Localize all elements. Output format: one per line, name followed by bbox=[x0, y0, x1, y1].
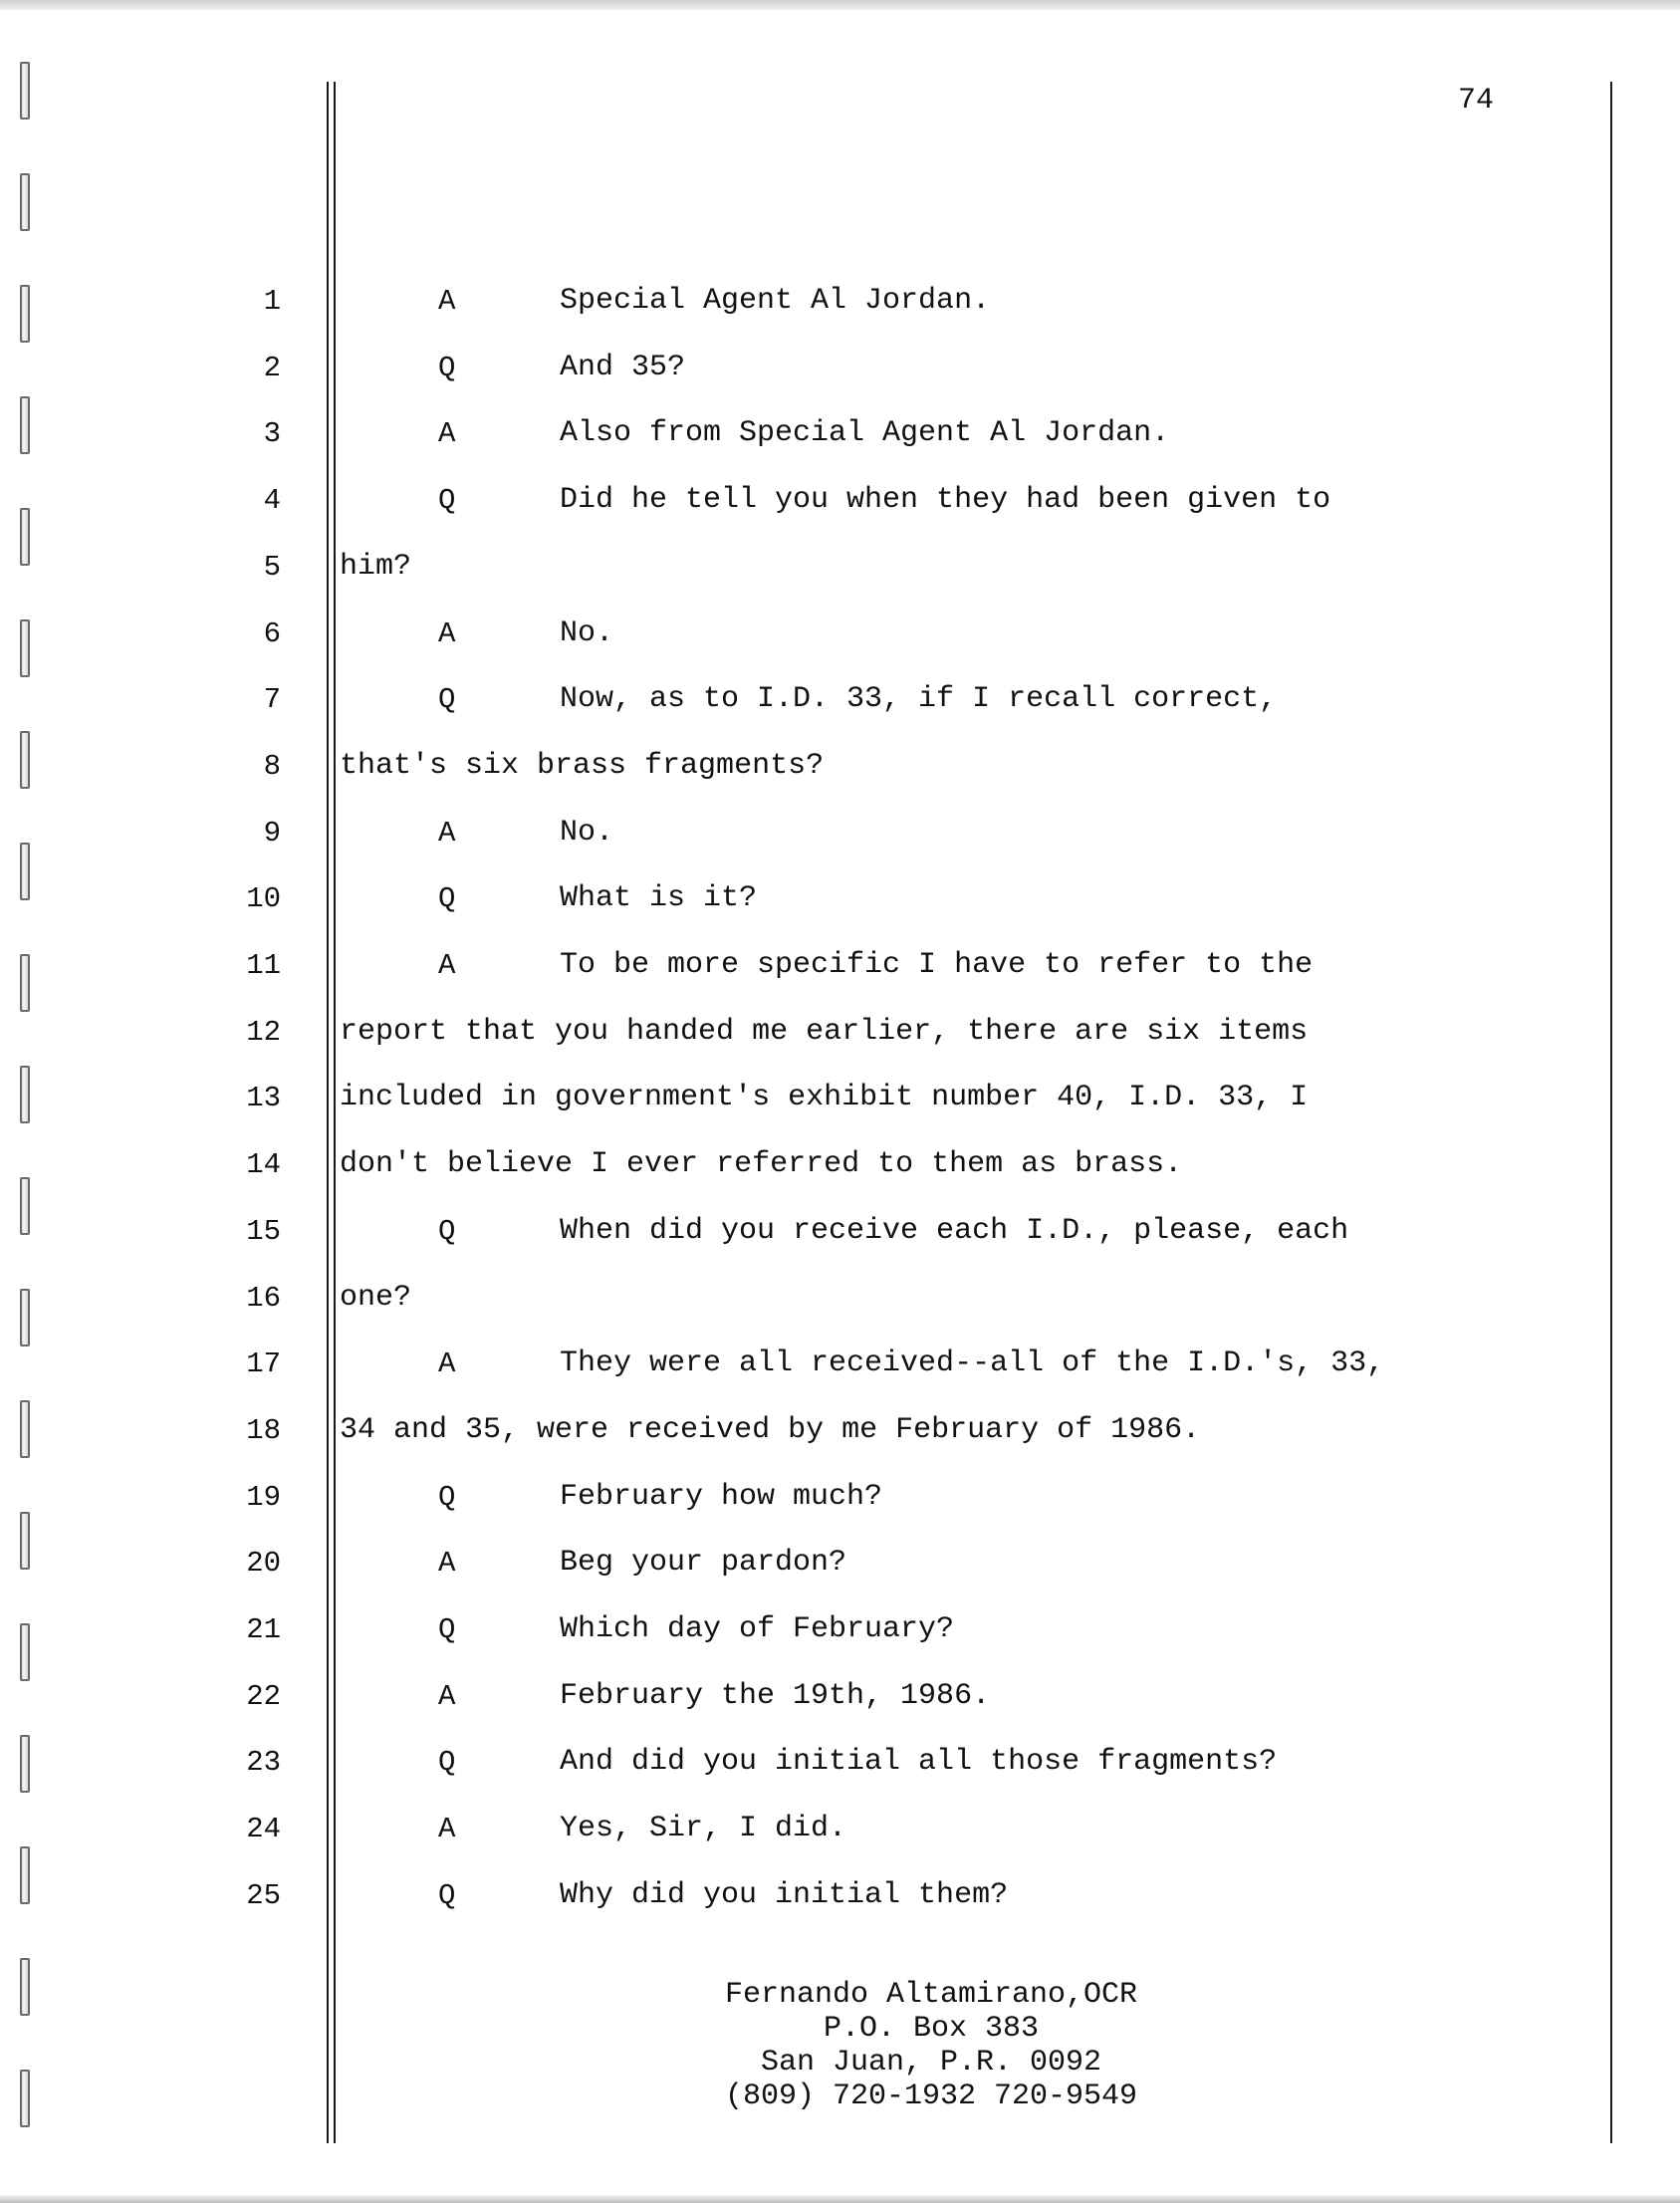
punch-hole bbox=[20, 954, 30, 1012]
speaker-label: A bbox=[438, 417, 456, 450]
testimony-text: that's six brass fragments? bbox=[340, 749, 825, 783]
speaker-label: A bbox=[438, 285, 456, 318]
left-margin-rule-outer bbox=[327, 82, 329, 2143]
speaker-label: A bbox=[438, 617, 456, 650]
testimony-text: one? bbox=[340, 1281, 412, 1315]
speaker-label: Q bbox=[438, 1746, 456, 1779]
line-number: 1 bbox=[263, 285, 281, 318]
testimony-text: No. bbox=[560, 616, 614, 650]
speaker-label: A bbox=[438, 1347, 456, 1380]
speaker-label: A bbox=[438, 949, 456, 982]
testimony-text: And did you initial all those fragments? bbox=[560, 1745, 1278, 1779]
speaker-label: Q bbox=[438, 484, 456, 517]
testimony-text: And 35? bbox=[560, 351, 686, 384]
speaker-label: Q bbox=[438, 1613, 456, 1646]
punch-hole bbox=[20, 1735, 30, 1793]
reporter-po-box: P.O. Box 383 bbox=[823, 2012, 1040, 2046]
testimony-text: When did you receive each I.D., please, each bbox=[560, 1214, 1349, 1248]
line-number: 8 bbox=[263, 750, 281, 783]
testimony-text: Which day of February? bbox=[560, 1612, 955, 1646]
speaker-label: Q bbox=[438, 1481, 456, 1514]
punch-hole bbox=[20, 1623, 30, 1681]
testimony-text: Did he tell you when they had been given to bbox=[560, 483, 1331, 517]
testimony-text: him? bbox=[340, 550, 412, 584]
punch-hole bbox=[20, 1512, 30, 1570]
line-number: 25 bbox=[246, 1879, 281, 1912]
line-number: 19 bbox=[246, 1481, 281, 1514]
punch-hole bbox=[20, 1289, 30, 1346]
line-number: 6 bbox=[263, 617, 281, 650]
reporter-city: San Juan, P.R. 0092 bbox=[760, 2046, 1102, 2080]
punch-hole bbox=[20, 731, 30, 789]
speaker-label: Q bbox=[438, 352, 456, 384]
line-number: 17 bbox=[246, 1347, 281, 1380]
testimony-text: Beg your pardon? bbox=[560, 1546, 847, 1580]
testimony-text: What is it? bbox=[560, 881, 758, 915]
testimony-text: February the 19th, 1986. bbox=[560, 1679, 991, 1713]
line-number: 10 bbox=[246, 882, 281, 915]
line-number: 12 bbox=[246, 1016, 281, 1049]
page-top-edge bbox=[0, 0, 1680, 10]
line-number: 20 bbox=[246, 1547, 281, 1580]
line-number: 2 bbox=[263, 352, 281, 384]
line-number: 9 bbox=[263, 817, 281, 850]
punch-hole bbox=[20, 285, 30, 343]
speaker-label: Q bbox=[438, 683, 456, 716]
punch-hole bbox=[20, 508, 30, 566]
testimony-text: To be more specific I have to refer to the bbox=[560, 948, 1314, 982]
testimony-text: No. bbox=[560, 816, 614, 850]
page-number: 74 bbox=[1458, 84, 1495, 118]
testimony-text: Now, as to I.D. 33, if I recall correct, bbox=[560, 682, 1278, 716]
testimony-text: They were all received--all of the I.D.'s, 33, bbox=[560, 1346, 1385, 1380]
testimony-text: February how much? bbox=[560, 1480, 883, 1514]
punch-hole bbox=[20, 1958, 30, 2016]
reporter-name: Fernando Altamirano,OCR bbox=[724, 1978, 1138, 2012]
testimony-text: don't believe I ever referred to them as brass. bbox=[340, 1147, 1183, 1181]
testimony-text: Also from Special Agent Al Jordan. bbox=[560, 416, 1170, 450]
line-number: 5 bbox=[263, 551, 281, 584]
punch-hole bbox=[20, 173, 30, 231]
speaker-label: A bbox=[438, 817, 456, 850]
line-number: 11 bbox=[246, 949, 281, 982]
line-number: 16 bbox=[246, 1282, 281, 1315]
punch-hole bbox=[20, 1846, 30, 1904]
punch-hole bbox=[20, 396, 30, 454]
right-margin-rule bbox=[1610, 82, 1612, 2143]
line-number: 18 bbox=[246, 1414, 281, 1447]
punch-hole bbox=[20, 843, 30, 900]
speaker-label: Q bbox=[438, 1879, 456, 1912]
speaker-label: Q bbox=[438, 882, 456, 915]
reporter-phones: (809) 720-1932 720-9549 bbox=[724, 2080, 1138, 2113]
punch-hole bbox=[20, 2070, 30, 2127]
page-bottom-edge bbox=[0, 2195, 1680, 2203]
line-number: 14 bbox=[246, 1148, 281, 1181]
court-reporter-footer bbox=[558, 1978, 1305, 2113]
testimony-text: included in government's exhibit number 40, I.D. 33, I bbox=[340, 1081, 1309, 1114]
left-margin-rule-inner bbox=[334, 82, 336, 2143]
line-number: 7 bbox=[263, 683, 281, 716]
line-number: 4 bbox=[263, 484, 281, 517]
speaker-label: A bbox=[438, 1547, 456, 1580]
line-number: 23 bbox=[246, 1746, 281, 1779]
punch-hole bbox=[20, 1177, 30, 1235]
line-number: 24 bbox=[246, 1813, 281, 1845]
punch-hole bbox=[20, 62, 30, 120]
line-number: 13 bbox=[246, 1082, 281, 1114]
punch-hole bbox=[20, 1066, 30, 1123]
punch-hole bbox=[20, 619, 30, 677]
line-number: 21 bbox=[246, 1613, 281, 1646]
speaker-label: A bbox=[438, 1813, 456, 1845]
speaker-label: Q bbox=[438, 1215, 456, 1248]
testimony-text: Why did you initial them? bbox=[560, 1878, 1009, 1912]
punch-hole bbox=[20, 1400, 30, 1458]
testimony-text: 34 and 35, were received by me February of 1986. bbox=[340, 1413, 1201, 1447]
speaker-label: A bbox=[438, 1680, 456, 1713]
testimony-text: Special Agent Al Jordan. bbox=[560, 284, 991, 318]
testimony-text: Yes, Sir, I did. bbox=[560, 1812, 847, 1845]
testimony-text: report that you handed me earlier, there are six items bbox=[340, 1015, 1309, 1049]
line-number: 22 bbox=[246, 1680, 281, 1713]
line-number: 15 bbox=[246, 1215, 281, 1248]
line-number: 3 bbox=[263, 417, 281, 450]
